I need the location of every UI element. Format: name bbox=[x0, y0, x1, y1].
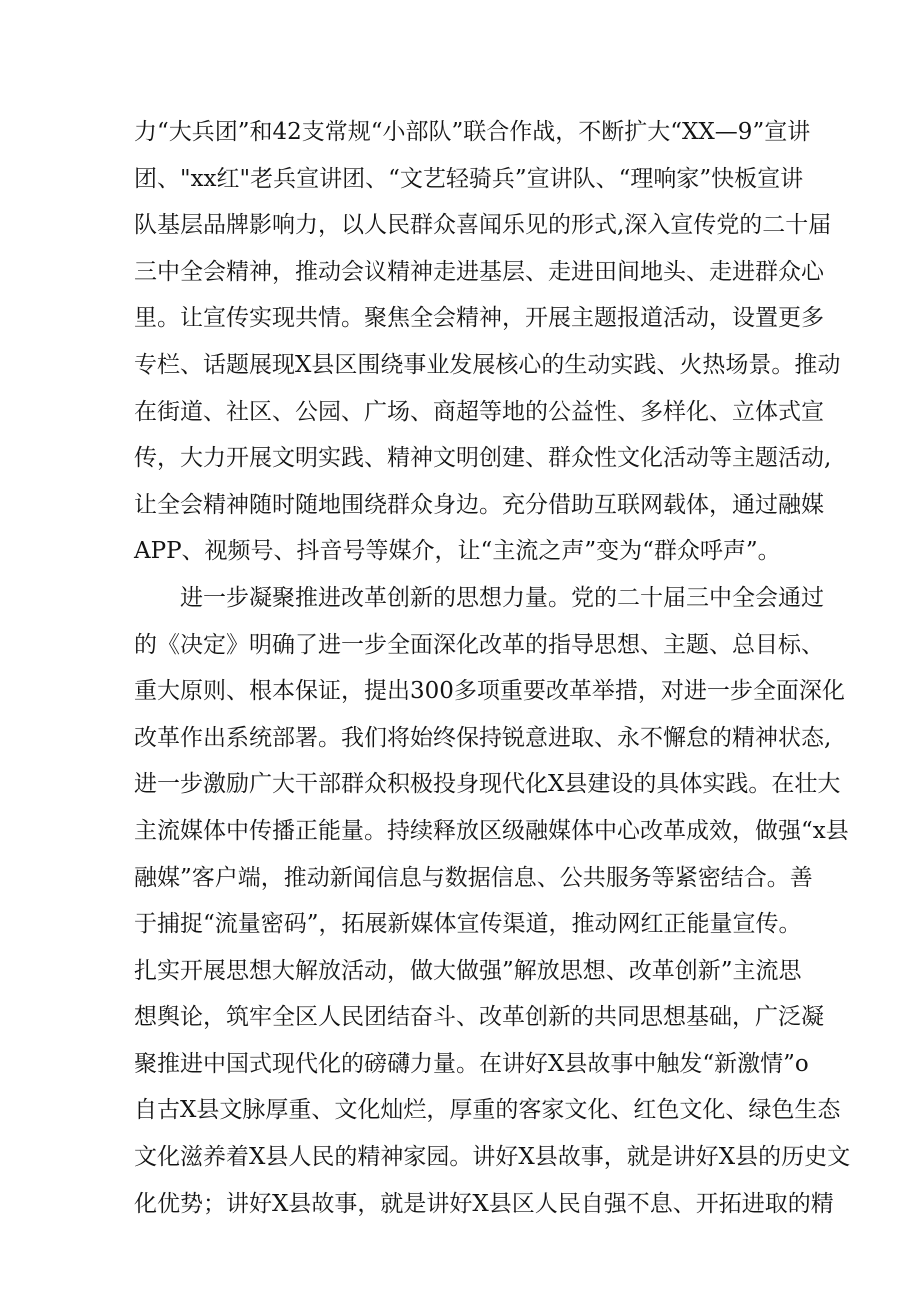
text-line: 于捕捉“流量密码”，拓展新媒体宣传渠道，推动网红正能量宣传。 bbox=[134, 911, 802, 938]
text-line: 融媒”客户端，推动新闻信息与数据信息、公共服务等紧密结合。善 bbox=[134, 864, 813, 891]
text-line: 想舆论，筑牢全区人民团结奋斗、改革创新的共同思想基础，广泛凝 bbox=[134, 1004, 824, 1031]
text-line: 三中全会精神，推动会议精神走进基层、走进田间地头、走进群众心 bbox=[134, 258, 824, 285]
text-line: 改革作出系统部署。我们将始终保持锐意进取、永不懈怠的精神状态, bbox=[134, 724, 832, 751]
text-line-paragraph-start: 进一步凝聚推进改革创新的思想力量。党的二十届三中全会通过 bbox=[180, 584, 824, 611]
text-line: 里。让宣传实现共情。聚焦全会精神，开展主题报道活动，设置更多 bbox=[134, 305, 824, 332]
text-line: 文化滋养着X县人民的精神家园。讲好X县故事，就是讲好X县的历史文 bbox=[134, 1144, 851, 1171]
text-line: 主流媒体中传播正能量。持续释放区级融媒体中心改革成效，做强“x县 bbox=[134, 817, 849, 844]
text-line: 力“大兵团”和42支常规“小部队”联合作战，不断扩大“XX—9”宣讲 bbox=[134, 119, 811, 145]
text-line: 化优势；讲好X县故事，就是讲好X县区人民自强不息、开拓进取的精 bbox=[134, 1190, 834, 1217]
text-line: 在街道、社区、公园、广场、商超等地的公益性、多样化、立体式宣 bbox=[134, 398, 824, 425]
text-line: 让全会精神随时随地围绕群众身边。充分借助互联网载体，通过融媒 bbox=[134, 491, 824, 518]
text-line: 聚推进中国式现代化的磅礴力量。在讲好X县故事中触发“新激情”o bbox=[134, 1050, 809, 1077]
body-text bbox=[134, 109, 851, 1227]
text-line: 传，大力开展文明实践、精神文明创建、群众性文化活动等主题活动, bbox=[134, 445, 832, 472]
text-line: 进一步激励广大干部群众积极投身现代化X县建设的具体实践。在壮大 bbox=[134, 771, 841, 798]
text-line: 团、"xx红"老兵宣讲团、“文艺轻骑兵”宣讲队、“理响家”快板宣讲 bbox=[134, 165, 804, 192]
text-line: APP、视频号、抖音号等媒介，让“主流之声”变为“群众呼声”。 bbox=[134, 538, 781, 565]
text-line: 自古X县文脉厚重、文化灿烂，厚重的客家文化、红色文化、绿色生态 bbox=[134, 1097, 841, 1124]
text-line: 重大原则、根本保证，提出300多项重要改革举措，对进一步全面深化 bbox=[134, 678, 845, 705]
text-line: 的《决定》明确了进一步全面深化改革的指导思想、主题、总目标、 bbox=[134, 631, 824, 658]
text-line: 扎实开展思想大解放活动，做大做强”解放思想、改革创新”主流思 bbox=[134, 957, 802, 984]
text-line: 队基层品牌影响力，以人民群众喜闻乐见的形式,深入宣传党的二十届 bbox=[134, 212, 832, 239]
text-line: 专栏、话题展现X县区围绕事业发展核心的生动实践、火热场景。推动 bbox=[134, 351, 841, 378]
